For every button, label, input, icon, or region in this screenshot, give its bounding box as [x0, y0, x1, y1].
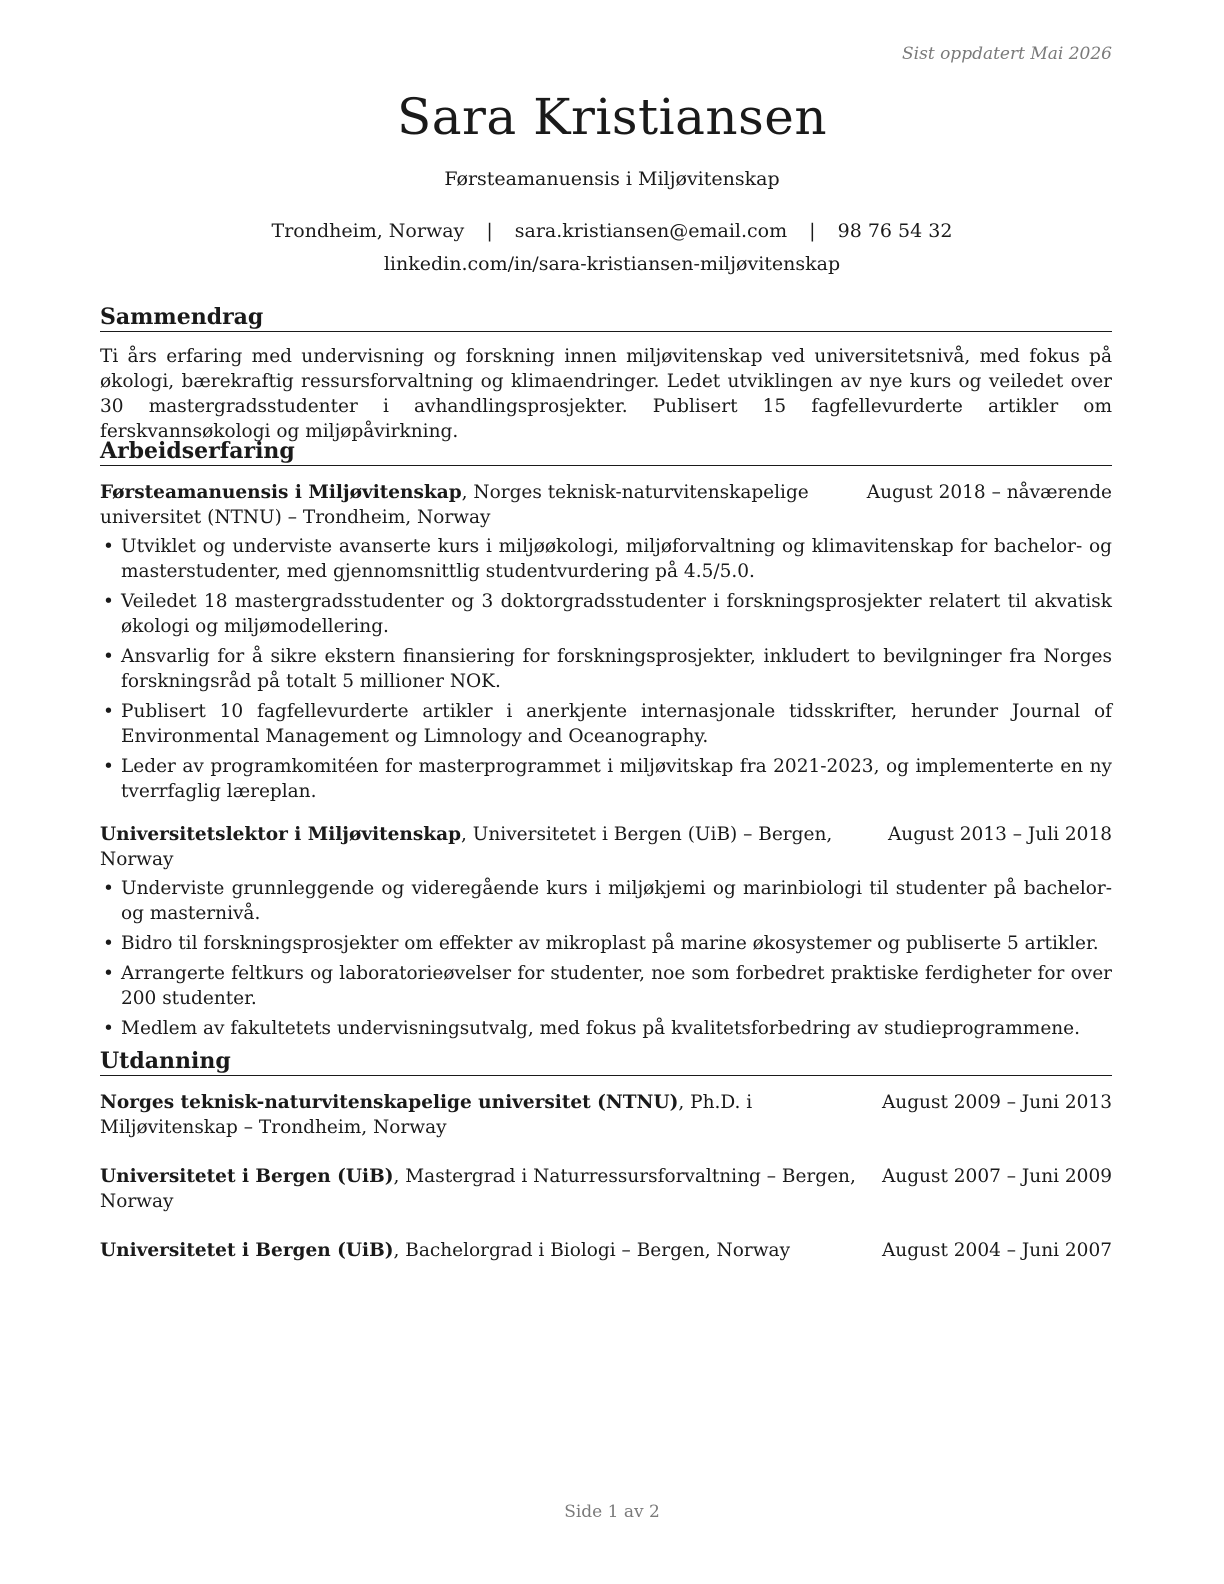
list-item	[100, 931, 1112, 956]
bullet-dot: •	[103, 756, 114, 777]
education-details: , Mastergrad i Naturressursforvaltning – Bergen, Norway	[100, 1166, 856, 1212]
bullet-dot: •	[103, 878, 114, 899]
education-entry	[100, 1238, 1112, 1263]
summary-section	[100, 304, 1112, 444]
list-item	[100, 589, 1112, 639]
job-heading	[100, 480, 867, 530]
contact-separator: |	[809, 220, 816, 242]
email-link[interactable]: sara.kristiansen@email.com	[514, 220, 788, 242]
list-item	[100, 961, 1112, 1011]
list-item	[100, 534, 1112, 584]
phone-text: 98 76 54 32	[837, 220, 953, 242]
contact-line	[0, 220, 1224, 242]
bullet-text: Underviste grunnleggende og videregående kurs i miljøkjemi og marinbiologi til studenter på bachelor- og masternivå.	[121, 878, 1112, 924]
page-number: Side 1 av 2	[564, 1502, 660, 1522]
job-bullet-list	[100, 876, 1112, 1041]
summary-text: Ti års erfaring med undervisning og forskning innen miljøvitenskap ved universitetsnivå, med fokus på økologi, bærekraftig ressursforvaltning og klimaendringer. Ledet utviklingen av nye kurs og veiledet over 30 mastergradsstudenter i avhandlingsprosjekter. Publisert 15 fagfellevurderte artikler om ferskvannsøkologi og miljøpåvirkning.	[100, 346, 1112, 442]
job-entry	[100, 822, 1112, 1041]
list-item	[100, 754, 1112, 804]
bullet-text: Arrangerte feltkurs og laboratorieøvelser for studenter, noe som forbedret praktiske ferdigheter for over 200 studenter.	[121, 963, 1112, 1009]
bullet-text: Ansvarlig for å sikre ekstern finansiering for forskningsprosjekter, inkludert to bevilgninger fra Norges forskningsråd på totalt 5 millioner NOK.	[121, 646, 1112, 692]
bullet-dot: •	[103, 591, 114, 612]
bullet-text: Leder av programkomitéen for masterprogrammet i miljøvitskap fra 2021-2023, og implementerte en ny tverrfaglig læreplan.	[121, 756, 1112, 802]
bullet-dot: •	[103, 646, 114, 667]
job-role: Førsteamanuensis i Miljøvitenskap	[100, 482, 462, 503]
list-item	[100, 876, 1112, 926]
education-heading	[100, 1090, 882, 1140]
bullet-text: Utviklet og underviste avanserte kurs i miljøøkologi, miljøforvaltning og klimavitenskap for bachelor- og masterstudenter, med gjennomsnittlig studentvurdering på 4.5/5.0.	[121, 536, 1112, 582]
bullet-dot: •	[103, 1018, 114, 1039]
location-text: Trondheim, Norway	[271, 220, 465, 242]
job-bullet-list	[100, 534, 1112, 804]
job-dates: August 2018 – nåværende	[866, 482, 1112, 503]
job-role: Universitetslektor i Miljøvitenskap	[100, 824, 462, 845]
education-institution: Universitetet i Bergen (UiB)	[100, 1166, 394, 1187]
bullet-text: Bidro til forskningsprosjekter om effekter av mikroplast på marine økosystemer og publiserte 5 artikler.	[121, 933, 1099, 954]
education-entry	[100, 1164, 1112, 1214]
education-details: , Bachelorgrad i Biologi – Bergen, Norway	[393, 1240, 791, 1261]
bullet-text: Veiledet 18 mastergradsstudenter og 3 doktorgradsstudenter i forskningsprosjekter relatert til akvatisk økologi og miljømodellering.	[121, 591, 1112, 637]
bullet-dot: •	[103, 701, 114, 722]
section-heading-summary: Sammendrag	[100, 304, 1112, 332]
job-heading	[100, 822, 888, 872]
education-section	[100, 1048, 1112, 1263]
bullet-dot: •	[103, 933, 114, 954]
education-dates: August 2004 – Juni 2007	[881, 1240, 1112, 1261]
education-dates: August 2009 – Juni 2013	[881, 1092, 1112, 1113]
job-employer: , Universitetet i Bergen (UiB) – Bergen, Norway	[100, 824, 833, 870]
job-header	[100, 480, 1112, 530]
job-header	[100, 822, 1112, 872]
linkedin-link[interactable]: linkedin.com/in/sara-kristiansen-miljøvitenskap	[383, 253, 841, 275]
candidate-name: Sara Kristiansen	[396, 88, 828, 146]
education-institution: Universitetet i Bergen (UiB)	[100, 1240, 394, 1261]
section-heading-education: Utdanning	[100, 1048, 1112, 1076]
job-employer: , Norges teknisk-naturvitenskapelige universitet (NTNU) – Trondheim, Norway	[100, 482, 809, 528]
list-item	[100, 699, 1112, 749]
last-updated-label: Sist oppdatert Mai 2026	[902, 44, 1112, 64]
education-details: , Ph.D. i Miljøvitenskap – Trondheim, Norway	[100, 1092, 753, 1138]
education-heading	[100, 1164, 882, 1214]
education-entry	[100, 1090, 1112, 1140]
education-heading	[100, 1238, 882, 1263]
bullet-dot: •	[103, 963, 114, 984]
candidate-title: Førsteamanuensis i Miljøvitenskap	[444, 168, 780, 190]
list-item	[100, 1016, 1112, 1041]
list-item	[100, 644, 1112, 694]
education-institution: Norges teknisk-naturvitenskapelige universitet (NTNU)	[100, 1092, 679, 1113]
bullet-dot: •	[103, 536, 114, 557]
experience-section	[100, 438, 1112, 1046]
bullet-text: Medlem av fakultetets undervisningsutvalg, med fokus på kvalitetsforbedring av studieprogrammene.	[121, 1018, 1081, 1039]
contact-separator: |	[486, 220, 493, 242]
job-dates: August 2013 – Juli 2018	[887, 824, 1112, 845]
job-entry	[100, 480, 1112, 804]
section-heading-experience: Arbeidserfaring	[100, 438, 1112, 466]
bullet-text: Publisert 10 fagfellevurderte artikler i anerkjente internasjonale tidsskrifter, herunder Journal of Environmental Management og Limnology and Oceanography.	[121, 701, 1112, 747]
education-dates: August 2007 – Juni 2009	[881, 1166, 1112, 1187]
